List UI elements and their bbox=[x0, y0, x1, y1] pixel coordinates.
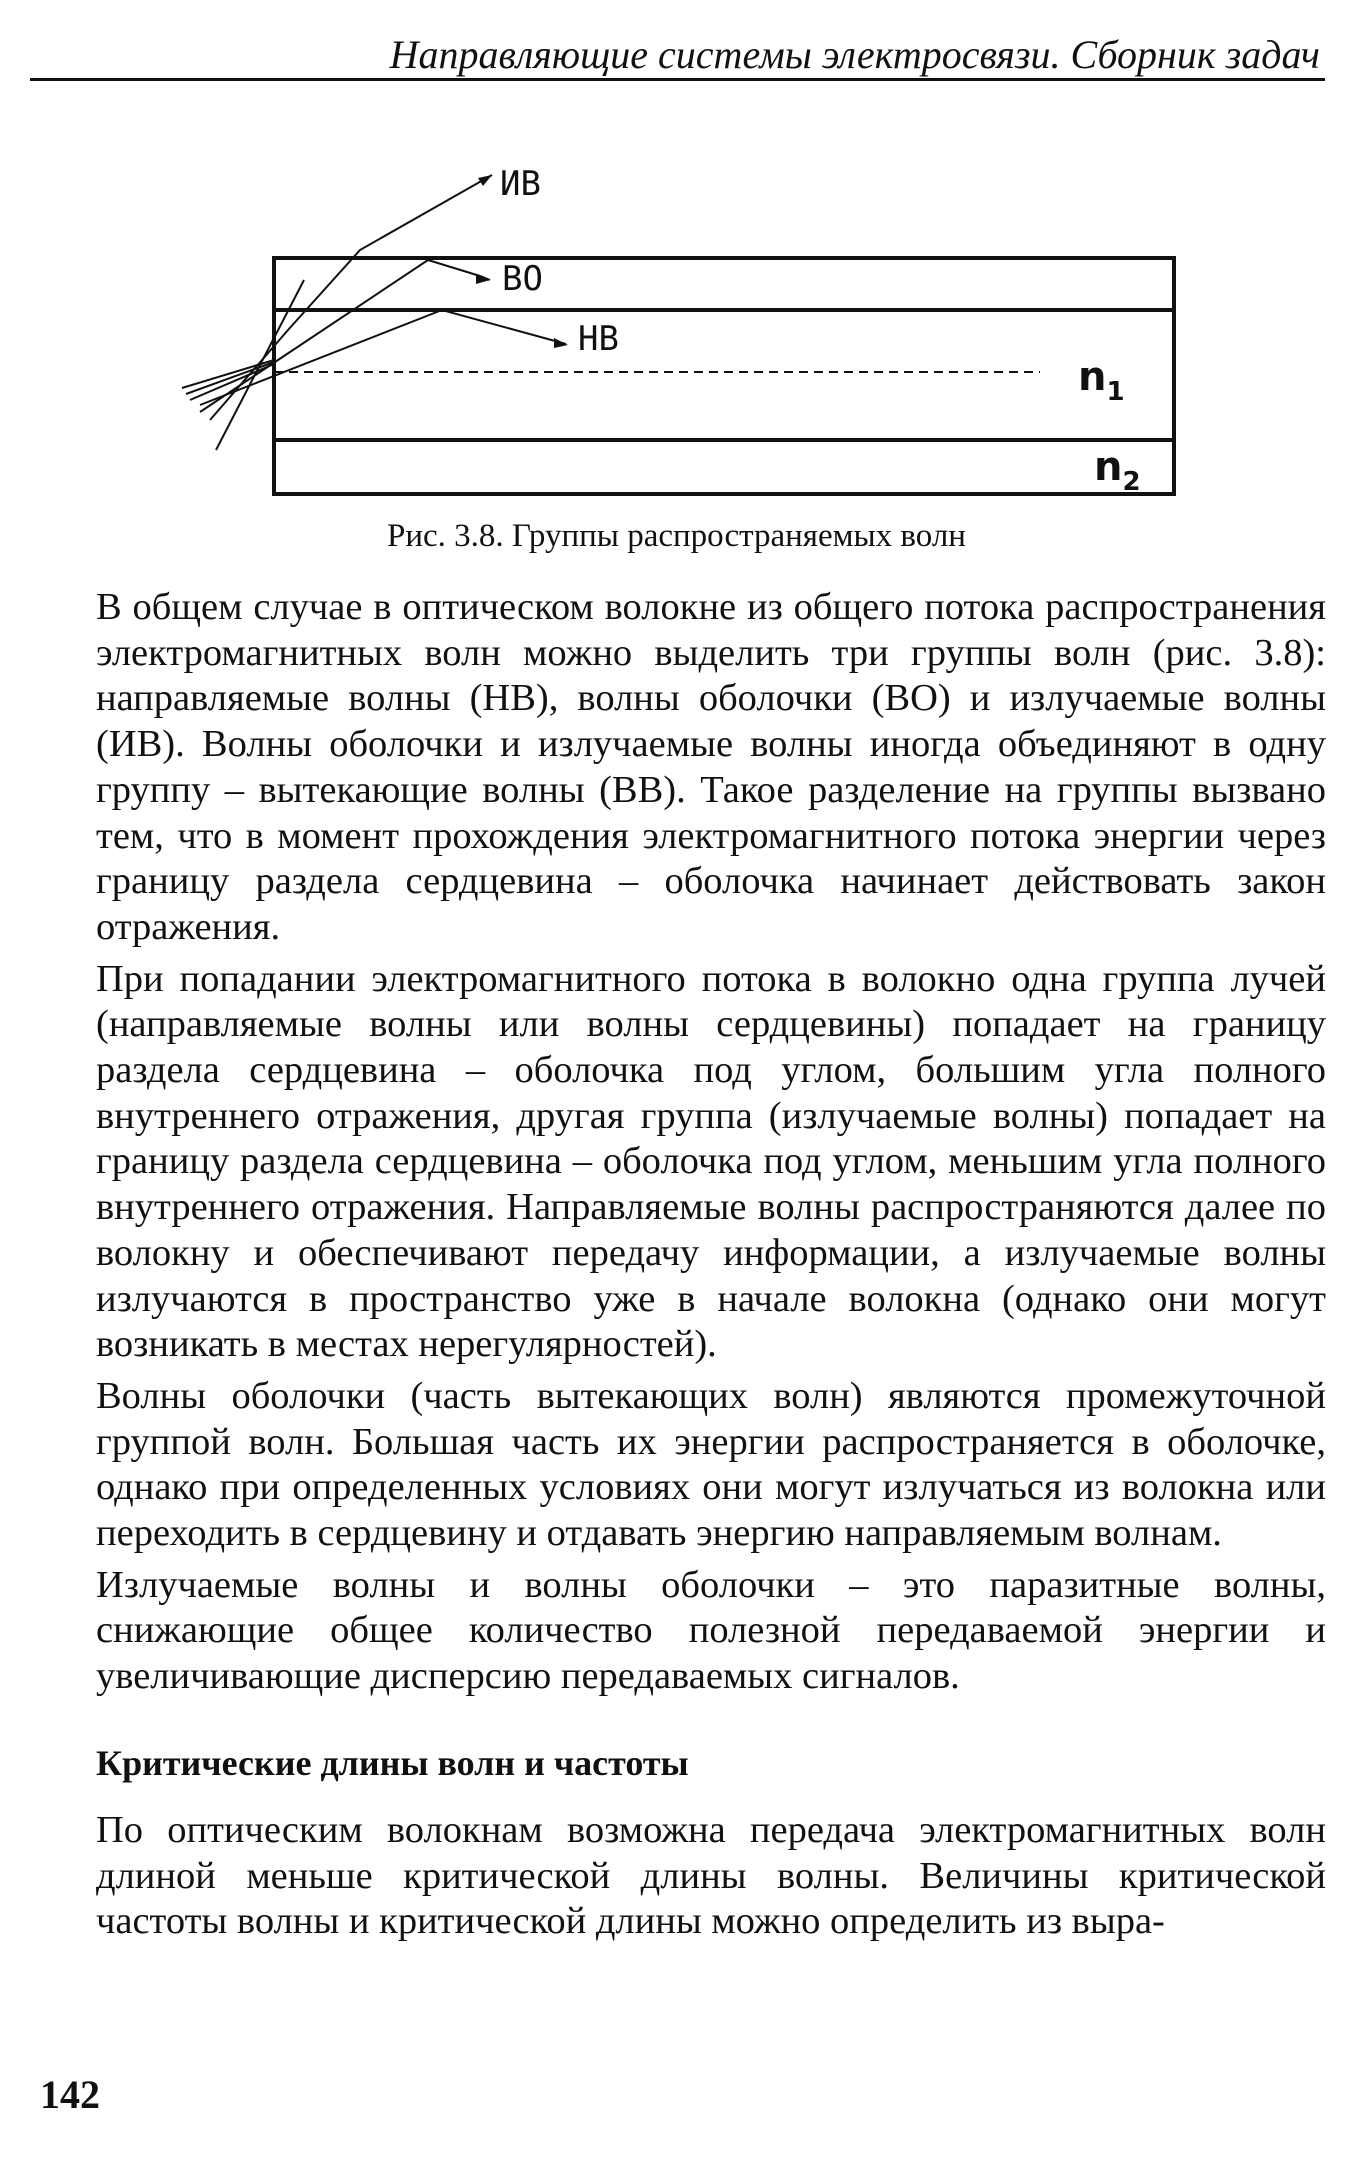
main-text bbox=[96, 585, 1326, 1945]
guided-wave-label: НВ bbox=[578, 319, 619, 359]
paragraph-4: Излучаемые волны и волны оболочки – это паразитные волны, снижающие общее количество полезной передаваемой энергии и увеличивающие дисперсию передаваемых сигналов. bbox=[96, 1563, 1326, 1698]
radiated-wave-ray bbox=[210, 175, 492, 420]
incident-ray-steep bbox=[216, 280, 304, 450]
incident-ray-2 bbox=[186, 362, 274, 394]
page-number: 142 bbox=[40, 2072, 100, 2117]
header-rule bbox=[30, 78, 1325, 81]
cladding-index-label: n2 bbox=[1094, 444, 1141, 497]
radiated-wave-label: ИВ bbox=[500, 164, 541, 204]
paragraph-1: В общем случае в оптическом волокне из общего потока распространения электромагнитных волн можно выделить три группы волн (рис. 3.8): направляемые волны (НВ), волны оболочки (ВО) и излучаемые волны (ИВ). Волны оболочки и излучаемые волны иногда объединяют в одну группу – вытекающие волны (ВВ). Такое разделение на группы вызвано тем, что в момент прохождения электромагнитного потока энергии через границу раздела сердцевина – оболочка начинает действовать закон отражения. bbox=[96, 586, 1326, 948]
radiated-wave-arrowhead bbox=[478, 175, 492, 186]
figure-caption: Рис. 3.8. Группы распространяемых волн bbox=[387, 518, 966, 554]
fiber-outline bbox=[274, 258, 1174, 494]
running-head: Направляющие системы электросвязи. Сборник задач bbox=[389, 32, 1320, 77]
fiber-diagram bbox=[180, 150, 1200, 510]
cladding-wave-ray bbox=[200, 260, 490, 412]
core-index-label: n1 bbox=[1078, 354, 1125, 407]
figure-fiber-wave-groups bbox=[180, 150, 1200, 510]
paragraph-5: По оптическим волокнам возможна передача электромагнитных волн длиной меньше критической длины волны. Величины критической частоты волны и критической длины можно определить из выра- bbox=[96, 1808, 1326, 1943]
section-heading: Критические длины волн и частоты bbox=[96, 1742, 689, 1783]
paragraph-2: При попадании электромагнитного потока в волокно одна группа лучей (направляемые волны или волны сердцевины) попадает на границу раздела сердцевина – оболочка под углом, большим угла полного внутреннего отражения, другая группа (излучаемые волны) попадает на границу раздела сердцевина – оболочка под углом, меньшим угла полного внутреннего отражения. Направляемые волны распространяются далее по волокну и обеспечивают передачу информации, а излучаемые волны излучаются в пространство уже в начале волокна (однако они могут возникать в местах нерегулярностей). bbox=[96, 957, 1326, 1366]
paragraph-3: Волны оболочки (часть вытекающих волн) являются промежуточной группой волн. Большая часть их энергии распространяется в оболочке, однако при определенных условиях они могут излучаться из волокна или переходить в сердцевину и отдавать энергию направляемым волнам. bbox=[96, 1374, 1326, 1555]
guided-wave-ray bbox=[200, 310, 566, 405]
cladding-wave-label: ВО bbox=[502, 259, 543, 299]
